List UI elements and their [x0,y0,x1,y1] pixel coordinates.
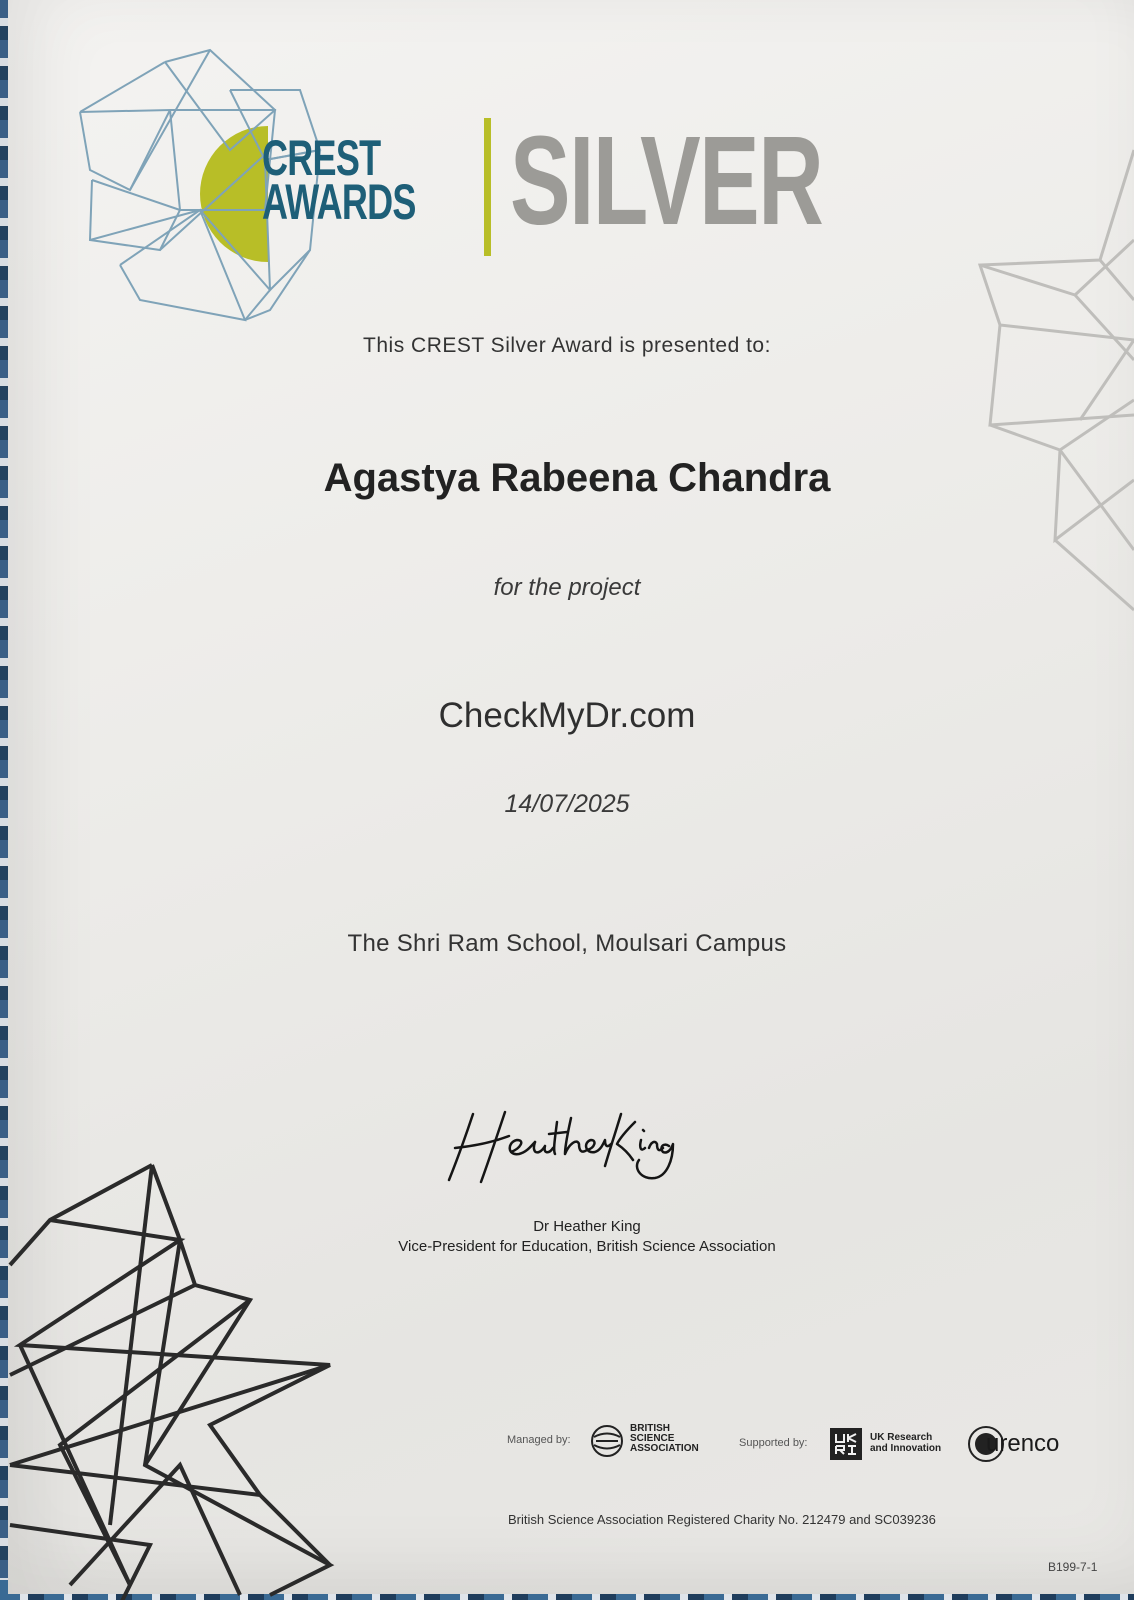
bsa-line1: BRITISH [630,1423,670,1434]
handwritten-signature [445,1108,685,1208]
bsa-line2: SCIENCE [630,1433,675,1444]
signatory-title: Vice-President for Education, British Science Association [398,1238,776,1255]
ukri-line1: UK Research [870,1432,933,1443]
logo-divider [484,118,491,256]
supported-by-label: Supported by: [739,1437,808,1449]
project-name: CheckMyDr.com [438,696,696,735]
school-name: The Shri Ram School, Moulsari Campus [347,930,787,957]
bsa-line3: ASSOCIATION [630,1443,699,1454]
presented-to-text: This CREST Silver Award is presented to: [363,334,771,357]
bsa-logo-icon [590,1424,624,1458]
for-project-label: for the project [493,574,641,601]
award-date: 14/07/2025 [504,790,630,818]
silver-geometric-decoration-icon [980,150,1134,610]
document-code: B199-7-1 [1048,1560,1098,1574]
crest-awards-wordmark [262,130,416,230]
crest-wordmark-line2: AWARDS [262,174,416,230]
ukri-logo-icon [830,1428,864,1462]
bsa-wordmark [630,1424,699,1454]
managed-by-label: Managed by: [507,1434,571,1446]
urenco-wordmark: urenco [986,1430,1060,1457]
crest-wordmark-line1: CREST [262,130,381,186]
charity-registration-text: British Science Association Registered Charity No. 212479 and SC039236 [508,1512,936,1527]
recipient-name: Agastya Rabeena Chandra [323,456,831,500]
ukri-line2: and Innovation [870,1443,942,1454]
award-level-title: SILVER [510,110,823,251]
ukri-wordmark [870,1432,941,1454]
signatory-name: Dr Heather King [533,1218,641,1235]
